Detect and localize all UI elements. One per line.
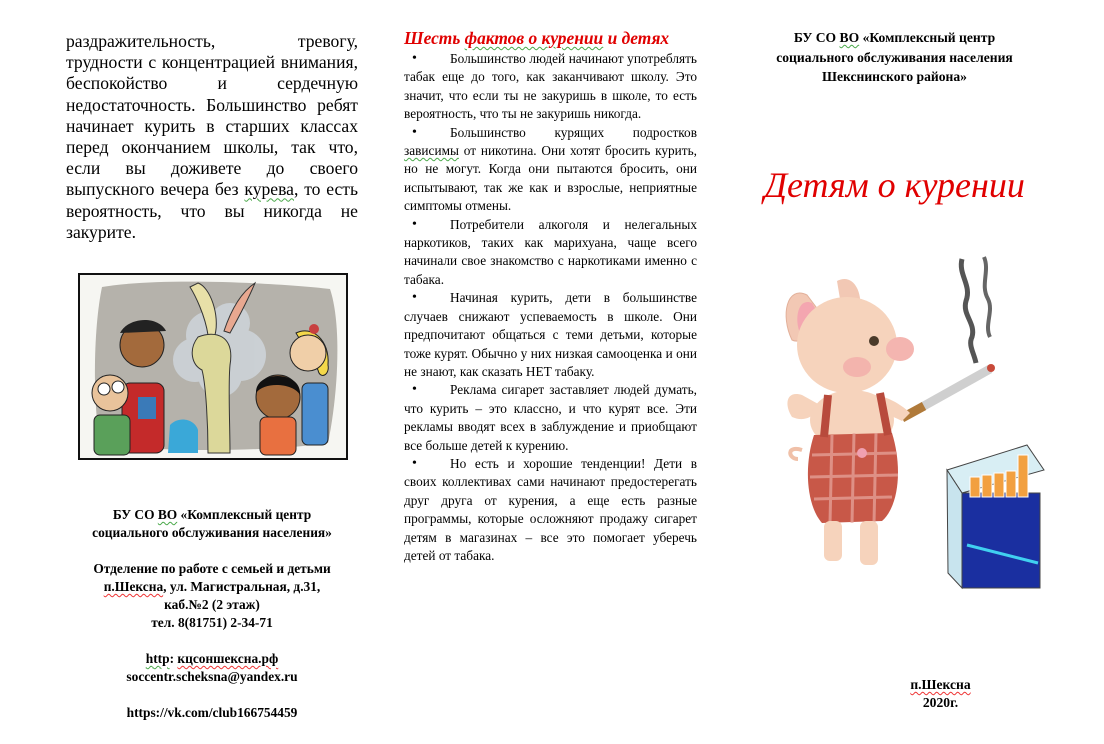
email-link[interactable]: soccentr.scheksna@yandex.ru (126, 669, 298, 684)
website-line[interactable]: http: кцсоншексна.рф (145, 651, 279, 666)
continued-text: раздражительность, тревогу, трудности с концентрацией внимания, беспокойство и сердечную недостаточность. Большинство ребят начинает курить в старших классах перед окончанием школы, так что, если вы доживете до своего выпускного вечера без курева, то есть вероятность, что вы никогда не закурите. (66, 31, 359, 242)
org-name-line1: БУ СО ВО «Комплексный центр (112, 507, 312, 522)
organization-contacts (66, 506, 358, 722)
vk-link[interactable]: https://vk.com/club166754459 (126, 705, 298, 720)
cover-footer (742, 676, 1047, 712)
cartoon-children-illustration (78, 273, 348, 460)
fact-item: • Потребители алкоголя и нелегальных наркотиков, таких как марихуана, чаще всего начинали свое знакомство с наркотиками именно с табака. (404, 216, 697, 290)
room-line: каб.№2 (2 этаж) (164, 597, 260, 612)
cover-title: Детям о курении (764, 165, 1025, 205)
cover-org-name: БУ СО ВО «Комплексный центр социального обслуживания населения Шекснинского района» (776, 30, 1013, 84)
fact-item: • Большинство курящих подростков зависимы от никотина. Они хотят бросить курить, но не могут. Когда они пытаются бросить, они испытывают, так же как и взрослые, неприятные симптомы отмены. (404, 124, 697, 216)
department-name: Отделение по работе с семьей и детьми (93, 561, 331, 576)
org-name-line2: социального обслуживания населения» (92, 525, 332, 540)
facts-list (404, 50, 697, 565)
address-line: п.Шексна, ул. Магистральная, д.31, (103, 579, 321, 594)
phone-line: тел. 8(81751) 2-34-71 (151, 615, 273, 630)
pig-smoking-illustration (762, 245, 1052, 595)
fact-item: • Большинство людей начинают употреблять табак еще до того, как заканчивают школу. Это значит, что если ты не закуришь в школе, то есть вероятность, что ты не закуришь никогда. (404, 50, 697, 124)
place-name: п.Шексна (910, 677, 971, 692)
fact-item: • Но есть и хорошие тенденции! Дети в своих коллективах сами начинают предостерегать друг друга от курения, а еще есть разные программы, которые осложняют продажу сигарет детям в магазинах – все это помогает уберечь детей от табака. (404, 455, 697, 565)
pig-with-cigarette-image (762, 245, 1052, 595)
facts-title: Шесть фактов о курении и детях (404, 28, 670, 48)
cartoon-children-image (80, 275, 346, 458)
year: 2020г. (922, 695, 959, 710)
fact-item: • Начиная курить, дети в большинстве случаев снижают успеваемость в школе. Они предпочитают общаться с теми детьми, которые тоже курят. Обычно у них низкая самооценка и они не знают, как сказать НЕТ табаку. (404, 289, 697, 381)
fact-item: • Реклама сигарет заставляет людей думать, что курить – это классно, и что курят все. Эти рекламы вводят всех в заблуждение и приобщают все больше детей к курению. (404, 381, 697, 455)
